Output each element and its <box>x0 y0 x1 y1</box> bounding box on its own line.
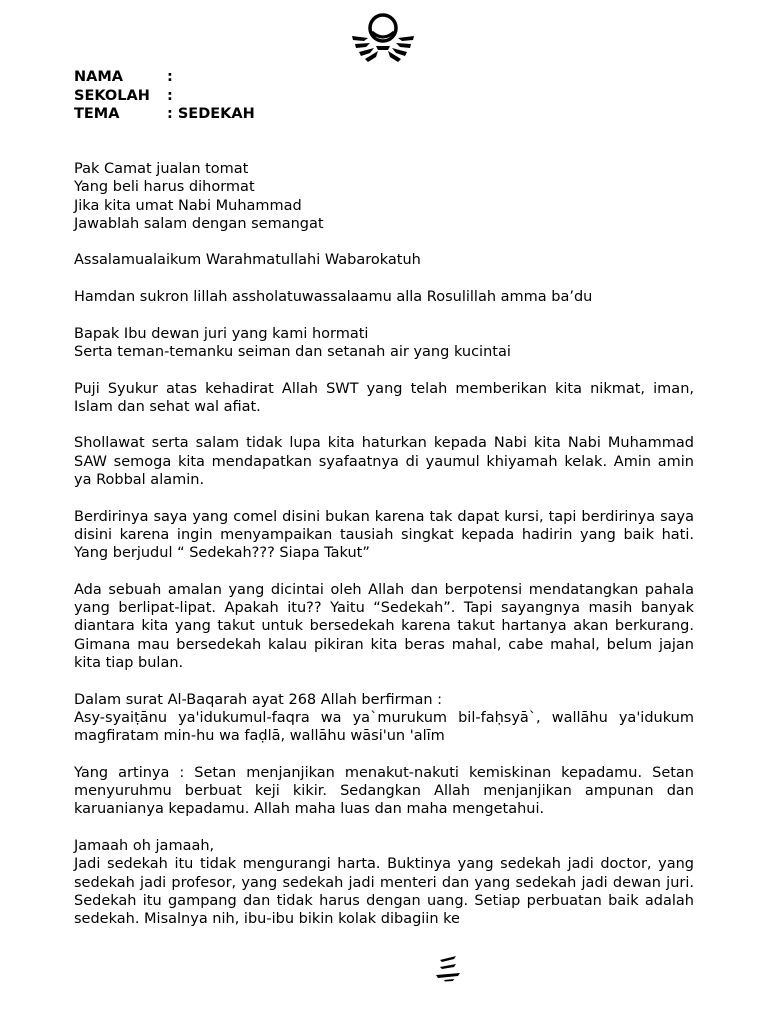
opening-pantun <box>74 160 694 233</box>
header-row-sekolah <box>74 87 255 106</box>
greeting-line: Bapak Ibu dewan juri yang kami hormati <box>74 325 369 342</box>
greeting-paragraph <box>74 325 694 362</box>
jamaah-line: Jamaah oh jamaah, <box>74 837 215 854</box>
speech-body <box>74 160 694 947</box>
surat-verse: Asy-syaiṭānu ya'idukumul-faqra wa ya`murukum bil-faḥsyā`, wallāhu ya'idukum magfiratam min-hu wa faḍlā, wallāhu wāsi'un 'alīm <box>74 709 694 745</box>
footer-logo-icon <box>434 954 462 982</box>
surat-paragraph <box>74 691 694 746</box>
school-logo-icon <box>350 12 416 64</box>
syukur-paragraph: Puji Syukur atas kehadirat Allah SWT yang telah memberikan kita nikmat, iman, Islam dan sehat wal afiat. <box>74 380 694 415</box>
header-row-tema <box>74 105 255 124</box>
amalan-paragraph: Ada sebuah amalan yang dicintai oleh Allah dan berpotensi mendatangkan pahala yang berlipat-lipat. Apakah itu?? Yaitu “Sedekah”. Tapi sayangnya masih banyak diantara kita yang takut untuk bersedekah karena takut hartanya akan berkurang. Gimana mau bersedekah kalau pikiran kita beras mahal, cabe mahal, belum jajan kita tiap bulan. <box>74 581 694 672</box>
header-value: : <box>167 69 173 85</box>
pantun-line: Yang beli harus dihormat <box>74 179 255 196</box>
pantun-line: Jika kita umat Nabi Muhammad <box>74 197 302 214</box>
pantun-line: Jawablah salam dengan semangat <box>74 215 324 232</box>
header-value: : <box>167 87 173 104</box>
identity-header <box>74 68 255 124</box>
header-label: NAMA <box>74 69 124 85</box>
intro-paragraph: Berdirinya saya yang comel disini bukan karena tak dapat kursi, tapi berdirinya saya disini karena ingin menyampaikan tausiah singkat kepada hadirin yang baik hati. Yang berjudul “ Sedekah??? Siapa Takut” <box>74 508 694 562</box>
header-label: TEMA <box>74 106 120 122</box>
surat-line: Dalam surat Al-Baqarah ayat 268 Allah berfirman : <box>74 691 443 708</box>
header-value: : SEDEKAH <box>167 106 255 122</box>
artinya-paragraph: Yang artinya : Setan menjanjikan menakut-nakuti kemiskinan kepadamu. Setan menyuruhmu berbuat keji kikir. Sedangkan Allah menjanjikan ampunan dan karuanianya kepadamu. Allah maha luas dan maha mengetahui. <box>74 764 694 818</box>
header-row-nama <box>74 68 255 87</box>
pantun-line: Pak Camat jualan tomat <box>74 161 249 177</box>
hamdan-paragraph: Hamdan sukron lillah assholatuwassalaamu alla Rosulillah amma ba’du <box>74 289 593 306</box>
header-label: SEKOLAH <box>74 87 150 104</box>
salam-paragraph: Assalamualaikum Warahmatullahi Wabarokatuh <box>74 252 421 269</box>
shollawat-paragraph: Shollawat serta salam tidak lupa kita haturkan kepada Nabi kita Nabi Muhammad SAW semoga kita mendapatkan syafaatnya di yaumul khiyamah kelak. Amin amin ya Robbal alamin. <box>74 435 694 489</box>
greeting-line: Serta teman-temanku seiman dan setanah air yang kucintai <box>74 343 511 360</box>
jamaah-paragraph <box>74 837 694 928</box>
jamaah-text: Jadi sedekah itu tidak mengurangi harta. Buktinya yang sedekah jadi doctor, yang sedekah jadi profesor, yang sedekah jadi menteri dan yang sedekah jadi dewan juri. Sedekah itu gampang dan tidak harus dengan uang. Setiap perbuatan baik adalah sedekah. Misalnya nih, ibu-ibu bikin kolak dibagiin ke <box>74 856 694 928</box>
